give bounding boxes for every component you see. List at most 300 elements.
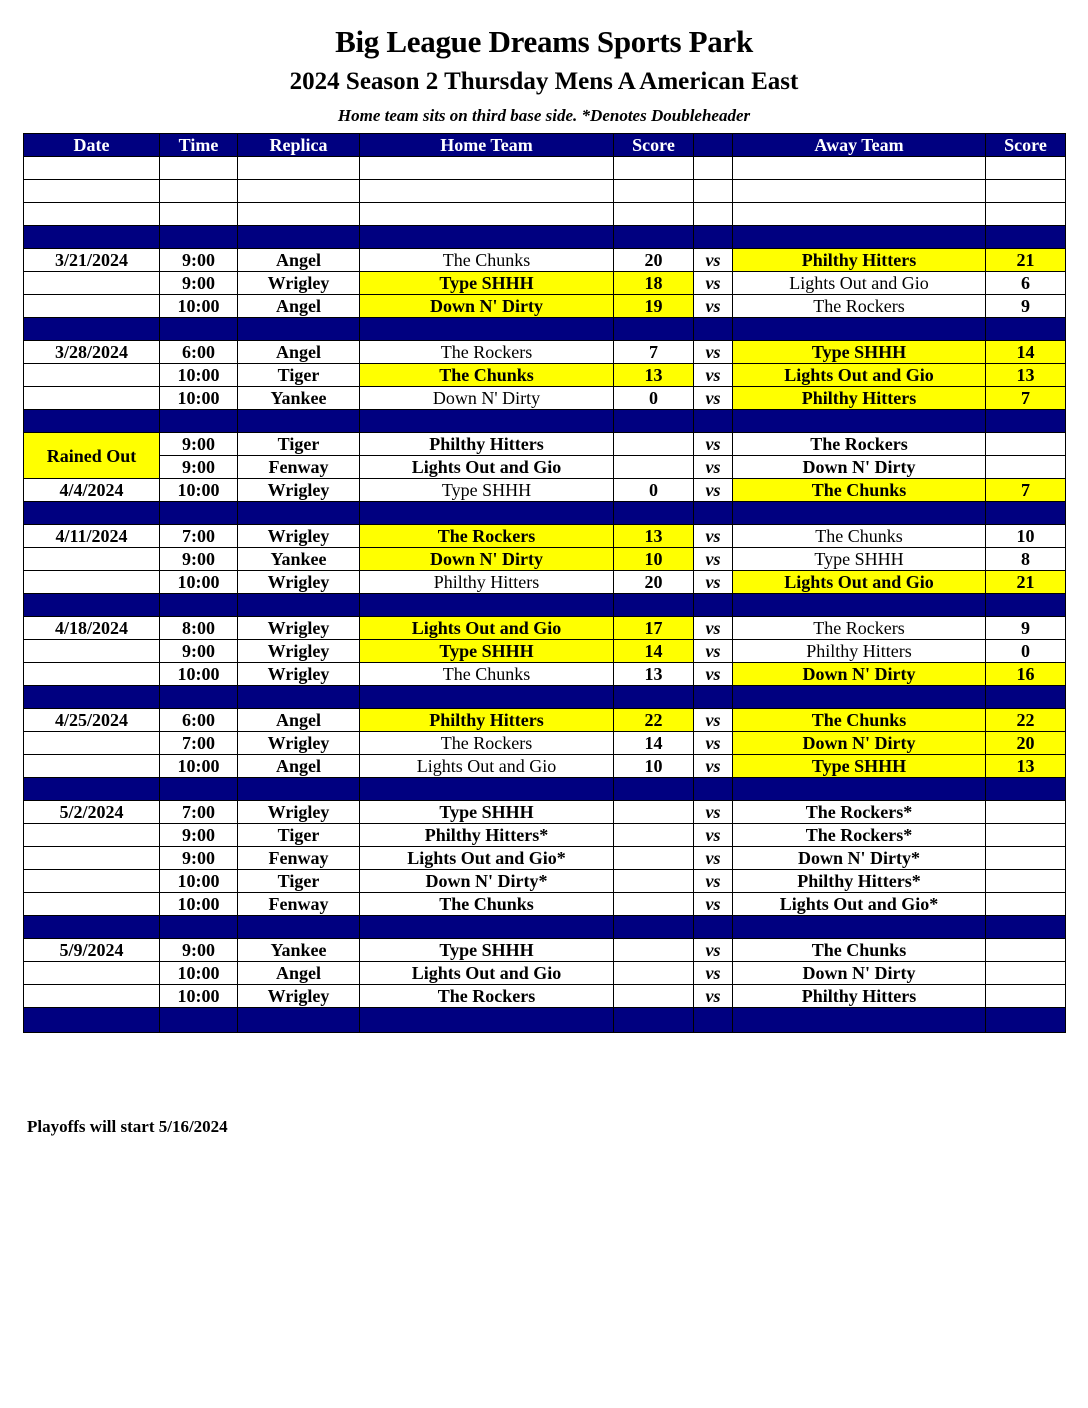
home-team-cell: Lights Out and Gio bbox=[360, 456, 614, 479]
vs-cell: vs bbox=[694, 341, 733, 364]
blank-cell bbox=[238, 203, 360, 226]
table-row bbox=[24, 387, 1066, 410]
separator-cell bbox=[694, 502, 733, 525]
home-score-cell: 18 bbox=[614, 272, 694, 295]
vs-cell: vs bbox=[694, 433, 733, 456]
home-score-cell: 20 bbox=[614, 571, 694, 594]
away-team-cell: Philthy Hitters bbox=[733, 387, 986, 410]
separator-cell bbox=[360, 318, 614, 341]
col-header-vs bbox=[694, 134, 733, 157]
time-cell: 9:00 bbox=[160, 847, 238, 870]
away-score-cell bbox=[986, 433, 1066, 456]
home-score-cell: 10 bbox=[614, 548, 694, 571]
home-score-cell bbox=[614, 456, 694, 479]
vs-cell: vs bbox=[694, 893, 733, 916]
home-score-cell bbox=[614, 433, 694, 456]
away-score-cell: 16 bbox=[986, 663, 1066, 686]
date-cell bbox=[24, 962, 160, 985]
date-cell bbox=[24, 870, 160, 893]
away-score-cell: 20 bbox=[986, 732, 1066, 755]
date-cell: 4/18/2024 bbox=[24, 617, 160, 640]
home-team-cell: Philthy Hitters bbox=[360, 433, 614, 456]
home-team-cell: The Rockers bbox=[360, 341, 614, 364]
separator-cell bbox=[694, 686, 733, 709]
table-row bbox=[24, 709, 1066, 732]
time-cell: 9:00 bbox=[160, 456, 238, 479]
home-team-cell: The Chunks bbox=[360, 893, 614, 916]
separator-cell bbox=[694, 318, 733, 341]
table-header-row bbox=[24, 134, 1066, 157]
separator-cell bbox=[986, 318, 1066, 341]
blank-cell bbox=[694, 180, 733, 203]
separator-cell bbox=[614, 410, 694, 433]
time-cell: 10:00 bbox=[160, 755, 238, 778]
time-cell: 9:00 bbox=[160, 272, 238, 295]
away-team-cell: Lights Out and Gio bbox=[733, 272, 986, 295]
separator-cell bbox=[733, 502, 986, 525]
date-cell bbox=[24, 295, 160, 318]
separator-cell bbox=[360, 916, 614, 939]
schedule-table bbox=[23, 133, 1066, 1033]
away-score-cell: 9 bbox=[986, 617, 1066, 640]
replica-cell: Wrigley bbox=[238, 479, 360, 502]
vs-cell: vs bbox=[694, 295, 733, 318]
blank-cell bbox=[986, 157, 1066, 180]
vs-cell: vs bbox=[694, 272, 733, 295]
away-score-cell bbox=[986, 962, 1066, 985]
table-row bbox=[24, 548, 1066, 571]
separator-cell bbox=[24, 778, 160, 801]
separator-cell bbox=[160, 226, 238, 249]
replica-cell: Angel bbox=[238, 962, 360, 985]
date-cell bbox=[24, 985, 160, 1008]
separator-cell bbox=[24, 318, 160, 341]
separator-row bbox=[24, 686, 1066, 709]
time-cell: 10:00 bbox=[160, 870, 238, 893]
time-cell: 10:00 bbox=[160, 479, 238, 502]
separator-cell bbox=[360, 594, 614, 617]
time-cell: 7:00 bbox=[160, 732, 238, 755]
separator-cell bbox=[160, 916, 238, 939]
time-cell: 10:00 bbox=[160, 387, 238, 410]
home-team-cell: Type SHHH bbox=[360, 272, 614, 295]
replica-cell: Wrigley bbox=[238, 640, 360, 663]
vs-cell: vs bbox=[694, 617, 733, 640]
table-row bbox=[24, 433, 1066, 456]
away-team-cell: Lights Out and Gio bbox=[733, 364, 986, 387]
home-score-cell: 20 bbox=[614, 249, 694, 272]
table-row bbox=[24, 732, 1066, 755]
vs-cell: vs bbox=[694, 939, 733, 962]
separator-cell bbox=[160, 778, 238, 801]
blank-cell bbox=[238, 157, 360, 180]
separator-cell bbox=[694, 226, 733, 249]
away-team-cell: The Rockers bbox=[733, 295, 986, 318]
home-score-cell: 14 bbox=[614, 640, 694, 663]
replica-cell: Wrigley bbox=[238, 525, 360, 548]
col-header-replica: Replica bbox=[238, 134, 360, 157]
replica-cell: Wrigley bbox=[238, 985, 360, 1008]
away-score-cell: 8 bbox=[986, 548, 1066, 571]
home-team-cell: Type SHHH bbox=[360, 939, 614, 962]
replica-cell: Angel bbox=[238, 341, 360, 364]
away-team-cell: Down N' Dirty bbox=[733, 732, 986, 755]
table-row bbox=[24, 571, 1066, 594]
replica-cell: Tiger bbox=[238, 433, 360, 456]
separator-row bbox=[24, 410, 1066, 433]
replica-cell: Wrigley bbox=[238, 663, 360, 686]
col-header-time: Time bbox=[160, 134, 238, 157]
time-cell: 9:00 bbox=[160, 939, 238, 962]
home-score-cell: 13 bbox=[614, 525, 694, 548]
home-score-cell bbox=[614, 870, 694, 893]
separator-cell bbox=[614, 686, 694, 709]
separator-cell bbox=[238, 318, 360, 341]
home-score-cell: 17 bbox=[614, 617, 694, 640]
home-team-cell: Philthy Hitters bbox=[360, 709, 614, 732]
vs-cell: vs bbox=[694, 801, 733, 824]
home-team-cell: Philthy Hitters* bbox=[360, 824, 614, 847]
separator-cell bbox=[238, 686, 360, 709]
home-team-cell: The Chunks bbox=[360, 249, 614, 272]
date-cell bbox=[24, 571, 160, 594]
away-team-cell: Type SHHH bbox=[733, 548, 986, 571]
away-score-cell: 22 bbox=[986, 709, 1066, 732]
table-row bbox=[24, 870, 1066, 893]
separator-cell bbox=[986, 226, 1066, 249]
away-team-cell: The Chunks bbox=[733, 479, 986, 502]
away-score-cell: 13 bbox=[986, 755, 1066, 778]
date-cell bbox=[24, 387, 160, 410]
schedule-note: Home team sits on third base side. *Denotes Doubleheader bbox=[337, 106, 751, 125]
separator-cell bbox=[614, 1008, 694, 1033]
table-row bbox=[24, 617, 1066, 640]
separator-cell bbox=[24, 1008, 160, 1033]
home-team-cell: Lights Out and Gio bbox=[360, 962, 614, 985]
separator-cell bbox=[24, 502, 160, 525]
blank-row bbox=[24, 157, 1066, 180]
replica-cell: Tiger bbox=[238, 870, 360, 893]
home-score-cell: 19 bbox=[614, 295, 694, 318]
date-cell bbox=[24, 824, 160, 847]
separator-cell bbox=[733, 594, 986, 617]
col-header-home-team: Home Team bbox=[360, 134, 614, 157]
away-score-cell: 14 bbox=[986, 341, 1066, 364]
vs-cell: vs bbox=[694, 962, 733, 985]
separator-cell bbox=[614, 502, 694, 525]
vs-cell: vs bbox=[694, 709, 733, 732]
away-team-cell: Down N' Dirty* bbox=[733, 847, 986, 870]
separator-row bbox=[24, 916, 1066, 939]
home-team-cell: Type SHHH bbox=[360, 801, 614, 824]
separator-row bbox=[24, 1008, 1066, 1033]
col-header-home-score: Score bbox=[614, 134, 694, 157]
separator-cell bbox=[360, 1008, 614, 1033]
date-cell: 5/2/2024 bbox=[24, 801, 160, 824]
separator-row bbox=[24, 778, 1066, 801]
date-cell: 4/25/2024 bbox=[24, 709, 160, 732]
replica-cell: Wrigley bbox=[238, 801, 360, 824]
time-cell: 10:00 bbox=[160, 571, 238, 594]
away-score-cell bbox=[986, 939, 1066, 962]
separator-cell bbox=[986, 594, 1066, 617]
replica-cell: Yankee bbox=[238, 387, 360, 410]
separator-cell bbox=[24, 916, 160, 939]
time-cell: 8:00 bbox=[160, 617, 238, 640]
home-team-cell: Type SHHH bbox=[360, 479, 614, 502]
separator-cell bbox=[614, 916, 694, 939]
separator-cell bbox=[360, 686, 614, 709]
vs-cell: vs bbox=[694, 387, 733, 410]
separator-row bbox=[24, 318, 1066, 341]
home-score-cell bbox=[614, 962, 694, 985]
separator-cell bbox=[733, 410, 986, 433]
separator-cell bbox=[238, 778, 360, 801]
blank-cell bbox=[986, 180, 1066, 203]
away-team-cell: Down N' Dirty bbox=[733, 962, 986, 985]
table-row bbox=[24, 456, 1066, 479]
col-header-away-score: Score bbox=[986, 134, 1066, 157]
date-cell: 4/11/2024 bbox=[24, 525, 160, 548]
page-title: Big League Dreams Sports Park bbox=[335, 24, 753, 59]
away-score-cell: 21 bbox=[986, 249, 1066, 272]
time-cell: 7:00 bbox=[160, 525, 238, 548]
home-score-cell bbox=[614, 985, 694, 1008]
away-team-cell: Down N' Dirty bbox=[733, 663, 986, 686]
replica-cell: Angel bbox=[238, 249, 360, 272]
separator-cell bbox=[733, 318, 986, 341]
away-team-cell: The Chunks bbox=[733, 709, 986, 732]
table-row bbox=[24, 364, 1066, 387]
blank-cell bbox=[694, 157, 733, 180]
away-team-cell: Philthy Hitters bbox=[733, 249, 986, 272]
date-cell bbox=[24, 847, 160, 870]
separator-row bbox=[24, 594, 1066, 617]
home-team-cell: Down N' Dirty* bbox=[360, 870, 614, 893]
away-score-cell: 6 bbox=[986, 272, 1066, 295]
table-row bbox=[24, 893, 1066, 916]
replica-cell: Wrigley bbox=[238, 617, 360, 640]
playoffs-note: Playoffs will start 5/16/2024 bbox=[27, 1117, 228, 1136]
separator-row bbox=[24, 226, 1066, 249]
vs-cell: vs bbox=[694, 824, 733, 847]
away-team-cell: The Chunks bbox=[733, 939, 986, 962]
date-cell bbox=[24, 893, 160, 916]
vs-cell: vs bbox=[694, 479, 733, 502]
away-score-cell bbox=[986, 870, 1066, 893]
away-score-cell: 13 bbox=[986, 364, 1066, 387]
separator-cell bbox=[986, 1008, 1066, 1033]
date-cell: 5/9/2024 bbox=[24, 939, 160, 962]
date-cell: 4/4/2024 bbox=[24, 479, 160, 502]
home-team-cell: Down N' Dirty bbox=[360, 387, 614, 410]
replica-cell: Angel bbox=[238, 755, 360, 778]
time-cell: 6:00 bbox=[160, 709, 238, 732]
blank-cell bbox=[694, 203, 733, 226]
separator-cell bbox=[614, 226, 694, 249]
col-header-date: Date bbox=[24, 134, 160, 157]
separator-cell bbox=[238, 410, 360, 433]
separator-cell bbox=[694, 410, 733, 433]
time-cell: 6:00 bbox=[160, 341, 238, 364]
table-row bbox=[24, 755, 1066, 778]
separator-cell bbox=[24, 686, 160, 709]
time-cell: 10:00 bbox=[160, 364, 238, 387]
separator-cell bbox=[614, 778, 694, 801]
home-team-cell: Lights Out and Gio bbox=[360, 617, 614, 640]
home-score-cell: 0 bbox=[614, 479, 694, 502]
date-cell bbox=[24, 732, 160, 755]
separator-cell bbox=[360, 502, 614, 525]
date-cell: 3/21/2024 bbox=[24, 249, 160, 272]
blank-cell bbox=[160, 180, 238, 203]
blank-cell bbox=[614, 180, 694, 203]
schedule-body bbox=[24, 157, 1066, 1033]
time-cell: 10:00 bbox=[160, 893, 238, 916]
vs-cell: vs bbox=[694, 456, 733, 479]
home-score-cell: 7 bbox=[614, 341, 694, 364]
home-team-cell: Lights Out and Gio* bbox=[360, 847, 614, 870]
vs-cell: vs bbox=[694, 548, 733, 571]
separator-cell bbox=[733, 916, 986, 939]
separator-cell bbox=[694, 1008, 733, 1033]
separator-cell bbox=[986, 502, 1066, 525]
separator-row bbox=[24, 502, 1066, 525]
time-cell: 9:00 bbox=[160, 640, 238, 663]
home-score-cell bbox=[614, 939, 694, 962]
separator-cell bbox=[160, 410, 238, 433]
blank-cell bbox=[160, 157, 238, 180]
separator-cell bbox=[986, 686, 1066, 709]
away-score-cell: 9 bbox=[986, 295, 1066, 318]
home-score-cell: 22 bbox=[614, 709, 694, 732]
replica-cell: Fenway bbox=[238, 456, 360, 479]
separator-cell bbox=[614, 318, 694, 341]
home-score-cell: 10 bbox=[614, 755, 694, 778]
separator-cell bbox=[360, 226, 614, 249]
separator-cell bbox=[160, 502, 238, 525]
table-row bbox=[24, 962, 1066, 985]
separator-cell bbox=[160, 318, 238, 341]
time-cell: 9:00 bbox=[160, 433, 238, 456]
separator-cell bbox=[694, 594, 733, 617]
away-team-cell: Philthy Hitters bbox=[733, 985, 986, 1008]
home-score-cell: 0 bbox=[614, 387, 694, 410]
date-cell bbox=[24, 272, 160, 295]
vs-cell: vs bbox=[694, 847, 733, 870]
vs-cell: vs bbox=[694, 732, 733, 755]
vs-cell: vs bbox=[694, 249, 733, 272]
separator-cell bbox=[733, 778, 986, 801]
blank-cell bbox=[733, 157, 986, 180]
home-score-cell bbox=[614, 847, 694, 870]
blank-cell bbox=[24, 180, 160, 203]
table-row bbox=[24, 479, 1066, 502]
separator-cell bbox=[24, 410, 160, 433]
home-team-cell: The Rockers bbox=[360, 985, 614, 1008]
table-row bbox=[24, 847, 1066, 870]
away-score-cell: 10 bbox=[986, 525, 1066, 548]
date-cell bbox=[24, 548, 160, 571]
away-team-cell: Type SHHH bbox=[733, 755, 986, 778]
blank-cell bbox=[733, 203, 986, 226]
separator-cell bbox=[614, 594, 694, 617]
separator-cell bbox=[160, 594, 238, 617]
separator-cell bbox=[360, 410, 614, 433]
away-score-cell bbox=[986, 985, 1066, 1008]
date-cell bbox=[24, 364, 160, 387]
vs-cell: vs bbox=[694, 755, 733, 778]
table-row bbox=[24, 824, 1066, 847]
blank-row bbox=[24, 203, 1066, 226]
replica-cell: Fenway bbox=[238, 893, 360, 916]
vs-cell: vs bbox=[694, 663, 733, 686]
date-cell bbox=[24, 663, 160, 686]
home-team-cell: Down N' Dirty bbox=[360, 548, 614, 571]
replica-cell: Wrigley bbox=[238, 732, 360, 755]
page-subtitle: 2024 Season 2 Thursday Mens A American East bbox=[289, 68, 799, 95]
table-row bbox=[24, 985, 1066, 1008]
table-row bbox=[24, 341, 1066, 364]
separator-cell bbox=[986, 410, 1066, 433]
home-team-cell: Down N' Dirty bbox=[360, 295, 614, 318]
away-score-cell: 0 bbox=[986, 640, 1066, 663]
separator-cell bbox=[733, 226, 986, 249]
away-score-cell bbox=[986, 893, 1066, 916]
away-score-cell bbox=[986, 847, 1066, 870]
time-cell: 9:00 bbox=[160, 249, 238, 272]
home-score-cell bbox=[614, 893, 694, 916]
vs-cell: vs bbox=[694, 364, 733, 387]
vs-cell: vs bbox=[694, 640, 733, 663]
replica-cell: Angel bbox=[238, 295, 360, 318]
away-team-cell: The Chunks bbox=[733, 525, 986, 548]
blank-cell bbox=[733, 180, 986, 203]
blank-cell bbox=[24, 203, 160, 226]
blank-cell bbox=[614, 203, 694, 226]
blank-row bbox=[24, 180, 1066, 203]
replica-cell: Yankee bbox=[238, 548, 360, 571]
separator-cell bbox=[24, 226, 160, 249]
home-score-cell: 13 bbox=[614, 663, 694, 686]
away-team-cell: Type SHHH bbox=[733, 341, 986, 364]
separator-cell bbox=[238, 594, 360, 617]
blank-cell bbox=[360, 203, 614, 226]
home-team-cell: The Rockers bbox=[360, 732, 614, 755]
time-cell: 9:00 bbox=[160, 824, 238, 847]
away-score-cell: 7 bbox=[986, 387, 1066, 410]
blank-cell bbox=[614, 157, 694, 180]
separator-cell bbox=[238, 916, 360, 939]
separator-cell bbox=[733, 1008, 986, 1033]
time-cell: 9:00 bbox=[160, 548, 238, 571]
time-cell: 10:00 bbox=[160, 962, 238, 985]
home-score-cell bbox=[614, 801, 694, 824]
home-team-cell: The Chunks bbox=[360, 364, 614, 387]
home-team-cell: Lights Out and Gio bbox=[360, 755, 614, 778]
separator-cell bbox=[238, 502, 360, 525]
table-row bbox=[24, 801, 1066, 824]
away-team-cell: The Rockers bbox=[733, 617, 986, 640]
table-row bbox=[24, 295, 1066, 318]
replica-cell: Wrigley bbox=[238, 571, 360, 594]
table-row bbox=[24, 640, 1066, 663]
away-score-cell: 21 bbox=[986, 571, 1066, 594]
vs-cell: vs bbox=[694, 525, 733, 548]
away-team-cell: The Rockers* bbox=[733, 824, 986, 847]
away-score-cell bbox=[986, 801, 1066, 824]
away-team-cell: Lights Out and Gio* bbox=[733, 893, 986, 916]
